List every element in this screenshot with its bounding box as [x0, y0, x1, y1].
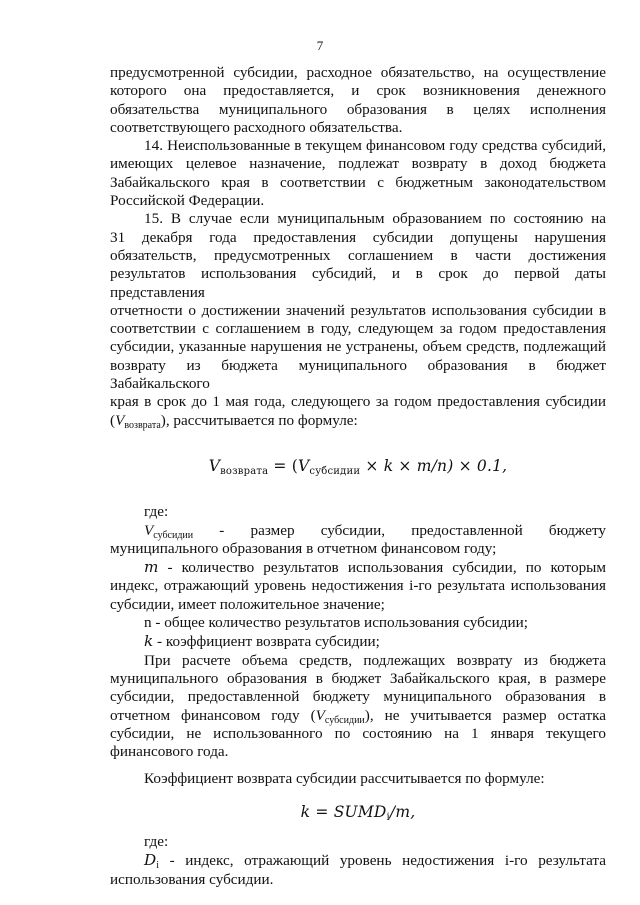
document-body — [110, 64, 606, 889]
formula2-lhs: k = SUMD — [300, 802, 387, 821]
text-line: субсидии, не использованного по состоянию на 1 января текущего — [110, 724, 606, 742]
text-line — [110, 412, 606, 430]
text-fragment: - количество результатов использования субсидии, по которым — [158, 559, 606, 577]
text-line: соответствующего расходного обязательства. — [110, 118, 403, 136]
text-fragment: - индекс, отражающий уровень недостижения i-го результата — [158, 852, 606, 870]
coefficient-paragraph: Коэффициент возврата субсидии рассчитывается по формуле: — [144, 770, 545, 788]
text-fragment: - коэффициент возврата субсидии; — [153, 633, 380, 651]
text-line: При расчете объема средств, подлежащих возврату из бюджета — [144, 651, 606, 669]
def-d-subscript: i — [156, 860, 159, 872]
where-label: где: — [144, 503, 169, 521]
calc-v-symbol: V — [315, 706, 325, 724]
text-line: которого она предоставляется, и срок возникновения денежного — [110, 82, 606, 100]
formula2-rest: /m, — [389, 802, 416, 821]
formula-v: V — [298, 456, 310, 475]
text-line: муниципального образования в бюджет Забайкальского края, в размере — [110, 669, 606, 687]
text-line: соответствии с соглашением в году, следующем за годом предоставления — [110, 320, 606, 338]
text-line: субсидии, имеет положительное значение; — [110, 595, 385, 613]
text-fragment: ), рассчитывается по формуле: — [160, 411, 358, 429]
formula-coefficient — [110, 803, 606, 821]
text-line: имеющих целевое назначение, подлежат возврату в доход бюджета — [110, 155, 606, 173]
text-line: обязательства муниципального образования в целях исполнения — [110, 100, 606, 118]
text-line: отчетности о достижении значений результатов использования субсидии в — [110, 301, 606, 319]
text-line: 31 декабря года предоставления субсидии допущены нарушения — [110, 228, 606, 246]
v-return-symbol: V — [115, 411, 125, 429]
text-line — [110, 707, 606, 725]
def-m-symbol: m — [144, 558, 159, 577]
definition-v-subsidy — [110, 522, 606, 559]
where-label-2: где: — [144, 832, 169, 850]
formula-v-subscript: субсидии — [309, 465, 361, 477]
paragraph-15 — [110, 210, 606, 430]
v-return-subscript: возврата — [124, 419, 161, 431]
text-line: индекс, отражающий уровень недостижения i-го результата использования — [110, 577, 606, 595]
calc-v-subscript: субсидии — [324, 714, 365, 726]
formula-eq: = ( — [268, 456, 298, 475]
definition-m — [110, 558, 606, 614]
text-line — [110, 851, 606, 870]
text-line: финансового года. — [110, 743, 229, 761]
text-line: субсидии, указанные нарушения не устранены, объем средств, подлежащий — [110, 338, 606, 356]
text-line: муниципального образования в отчетном финансовом году; — [110, 539, 497, 557]
text-line: обязательств, предусмотренных соглашением в части достижения — [110, 246, 606, 264]
text-line: 14. Неиспользованные в текущем финансовом году средства субсидий, — [144, 137, 606, 155]
formula-rest: × k × m/n) × 0.1, — [360, 456, 508, 475]
page-number: 7 — [316, 38, 324, 53]
text-fragment: ), не учитывается размер остатка — [364, 706, 606, 724]
paragraph-continuation — [110, 64, 606, 137]
text-line: Российской Федерации. — [110, 192, 265, 210]
def-k-symbol: k — [144, 632, 154, 651]
def-v-symbol: V — [144, 521, 154, 539]
formula2-subscript: i — [386, 811, 390, 823]
definition-n: n - общее количество результатов использования субсидии; — [144, 614, 528, 632]
text-line — [110, 558, 606, 577]
text-fragment: отчетном финансовом году ( — [110, 706, 316, 724]
def-d-symbol: D — [144, 851, 157, 870]
def-v-subscript: субсидии — [153, 529, 194, 541]
formula-lhs: V — [208, 456, 221, 475]
text-line: возврату из бюджета муниципального образования в бюджет Забайкальского — [110, 356, 606, 393]
text-line: использования субсидии. — [110, 870, 274, 888]
text-line — [110, 522, 606, 540]
text-line: предусмотренной субсидии, расходное обязательство, на осуществление — [110, 64, 606, 81]
text-line: 15. В случае если муниципальным образованием по состоянию на — [144, 210, 606, 228]
definition-d — [110, 851, 606, 889]
paren-open: ( — [110, 411, 116, 429]
text-line: края в срок до 1 мая года, следующего за годом предоставления субсидии — [110, 393, 606, 411]
paragraph-calculation — [110, 652, 606, 762]
definition-k — [110, 632, 606, 651]
text-line: результатов использования субсидий, и в срок до первой даты представления — [110, 265, 606, 301]
text-fragment: - размер субсидии, предоставленной бюджету — [193, 521, 606, 539]
formula-lhs-subscript: возврата — [220, 465, 269, 477]
text-line: Забайкальского края в соответствии с бюджетным законодательством — [110, 173, 606, 191]
formula-return-amount — [110, 457, 606, 475]
paragraph-14 — [110, 137, 606, 210]
text-line: субсидии, предоставленной бюджету муниципального образования в — [110, 688, 606, 706]
